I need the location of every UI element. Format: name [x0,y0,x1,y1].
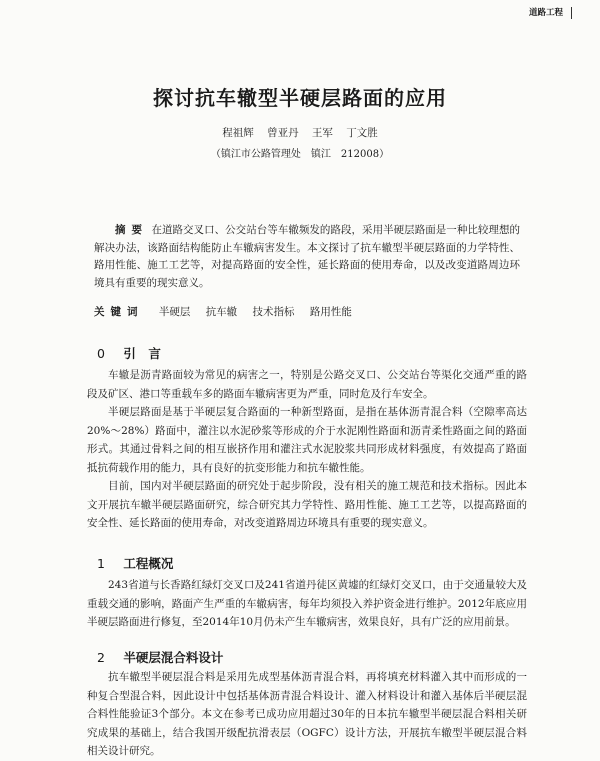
section-body-overview [87,576,527,632]
keyword: 半硬层 [158,306,191,318]
abstract-label: 摘要 [115,224,149,236]
keyword: 路用性能 [309,306,352,318]
running-header: 道路工程 [529,7,572,19]
section-number: 0 [97,346,105,361]
keyword: 抗车辙 [205,306,238,318]
author-list [0,125,600,140]
paragraph: 半硬层路面是基于半硬层复合路面的一种新型路面，是指在基体沥青混合料（空隙率高达20%～28%）路面中，灌注以水泥砂浆等形成的介于水泥刚性路面和沥青柔性路面之间的路面形式。其通过骨料之间的相互嵌挤作用和灌注式水泥胶浆共同形成材料强度，有效提高了路面抵抗荷载作用的能力，具有良好的抗变形能力和抗车辙性能。 [87,406,527,474]
abstract [94,222,520,292]
paragraph: 车辙是沥青路面较为常见的病害之一，特别是公路交叉口、公交站台等渠化交通严重的路段及矿区、港口等重载车多的路面车辙病害更为严重，同时危及行车安全。 [87,369,527,400]
paragraph: 243省道与长香路红绿灯交叉口及241省道丹徒区黄墟的红绿灯交叉口，由于交通量较大及重载交通的影响，路面产生严重的车辙病害，每年均须投入养护资金进行维护。2012年底应用半硬层路面进行修复，至2014年10月仍未产生车辙病害，效果良好，具有广泛的应用前景。 [87,579,527,628]
author-name: 丁文胜 [346,127,378,139]
section-number: 2 [97,650,105,665]
author-name: 王军 [311,127,333,139]
section-body-intro [87,366,527,533]
section-title: 工程概况 [123,556,174,571]
section-body-mix-design [87,668,527,761]
paragraph: 抗车辙型半硬层混合料是采用先成型基体沥青混合料，再将填充材料灌入其中而形成的一种复合型混合料，因此设计中包括基体沥青混合料设计、灌入材料设计和灌入基体后半硬层混合料性能验证3个部分。本文在参考已成功应用超过30年的日本抗车辙型半硬层混合料相关研究成果的基础上，结合我国开级配抗滑表层（OGFC）设计方法，开展抗车辙型半硬层混合料相关设计研究。 [87,671,527,757]
section-number: 1 [97,556,105,571]
abstract-text: 在道路交叉口、公交站台等车辙频发的路段，采用半硬层路面是一种比较理想的解决办法，该路面结构能防止车辙病害发生。本文探讨了抗车辙型半硬层路面的力学特性、路用性能、施工工艺等，对提高路面的安全性，延长路面的使用寿命，以及改变道路周边环境具有重要的现实意义。 [94,224,520,289]
section-heading-intro [97,344,161,362]
section-heading-overview [97,554,173,572]
keyword: 技术指标 [252,306,295,318]
author-name: 曾亚丹 [267,127,299,139]
paper-title: 探讨抗车辙型半硬层路面的应用 [153,86,447,110]
affiliation: （镇江市公路管理处 镇江 212008） [210,149,390,160]
keywords [94,304,520,319]
section-title: 半硬层混合料设计 [123,650,224,665]
section-heading-mix-design [97,648,223,666]
section-title: 引 言 [123,346,161,361]
author-name: 程祖辉 [222,127,254,139]
paragraph: 目前，国内对半硬层路面的研究处于起步阶段，没有相关的施工规范和技术指标。因此本文开展抗车辙半硬层路面研究，综合研究其力学特性、路用性能、施工工艺等，以提高路面的安全性、延长路面的使用寿命，对改变道路周边环境具有重要的现实意义。 [87,480,527,529]
keywords-label: 关键词 [94,306,144,318]
